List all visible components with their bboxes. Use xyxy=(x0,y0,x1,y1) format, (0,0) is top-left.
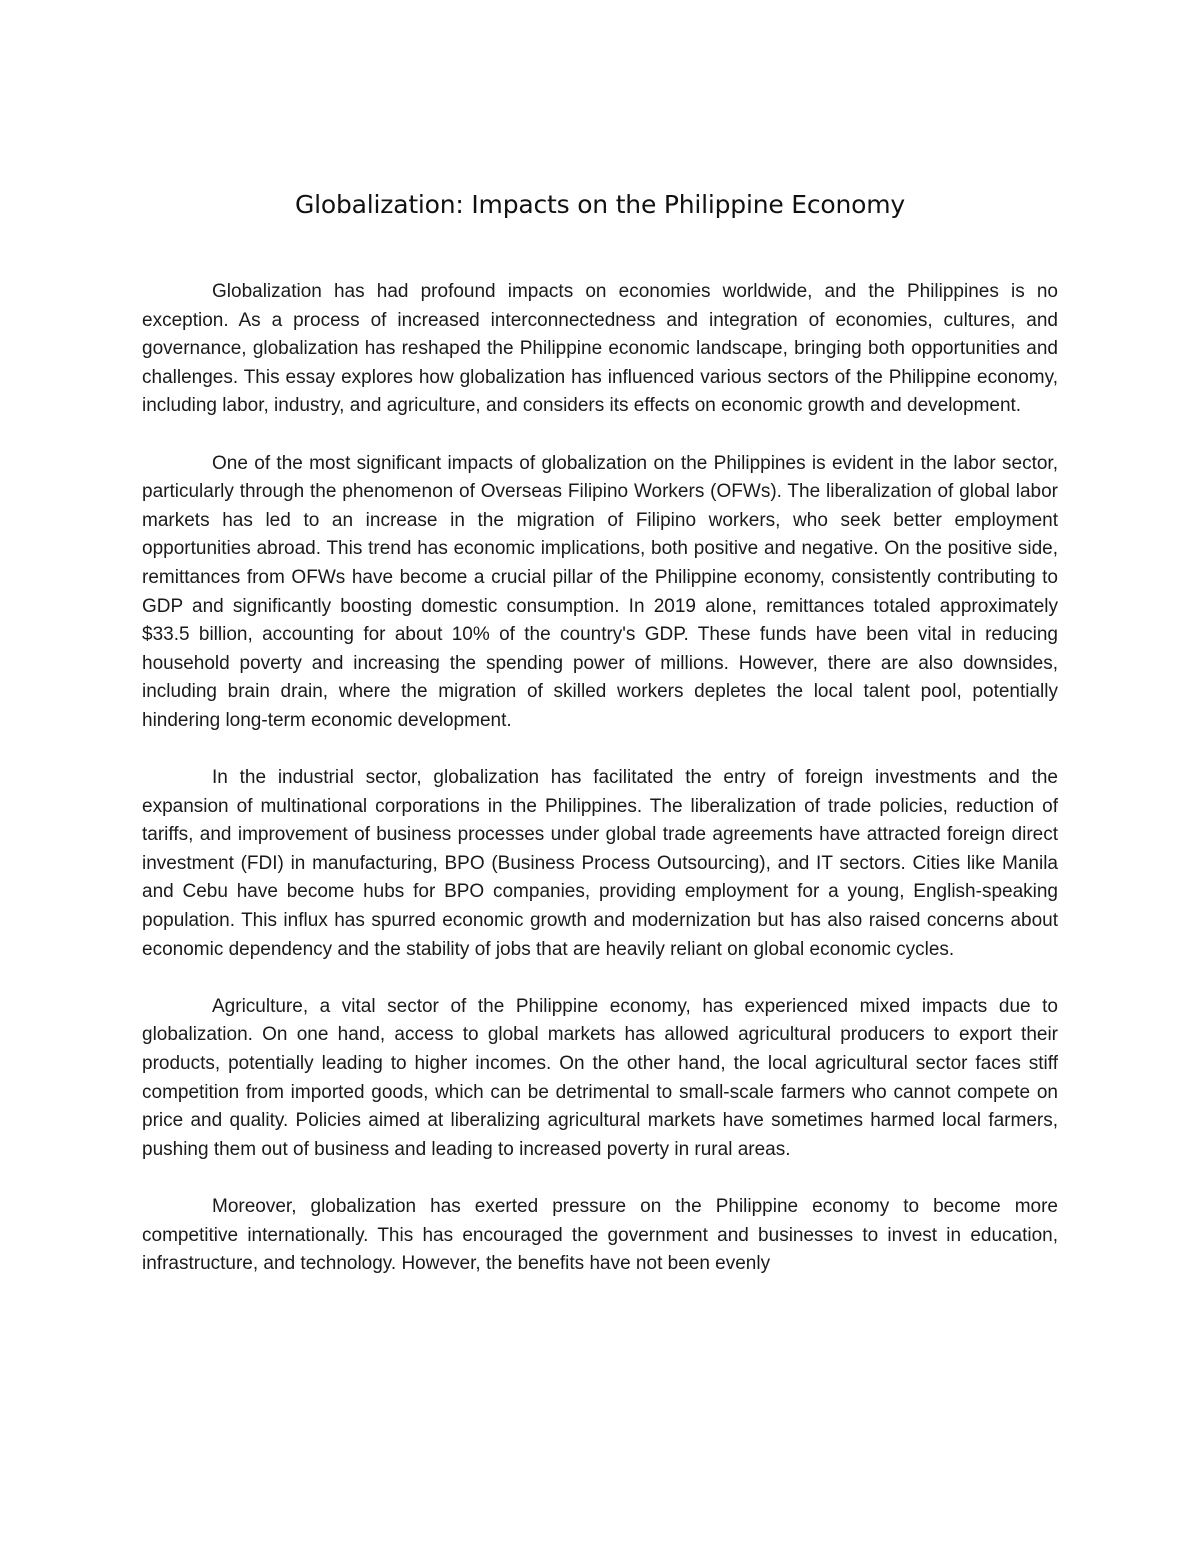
document-body xyxy=(142,278,1058,1307)
paragraph-introduction: Globalization has had profound impacts on economies worldwide, and the Philippines is no exception. As a process of increased interconnectedness and integration of economies, cultures, and governance, globalization has reshaped the Philippine economic landscape, bringing both opportunities and challenges. This essay explores how globalization has influenced various sectors of the Philippine economy, including labor, industry, and agriculture, and considers its effects on economic growth and development. xyxy=(142,281,1058,417)
paragraph-industrial-sector: In the industrial sector, globalization has facilitated the entry of foreign investments and the expansion of multinational corporations in the Philippines. The liberalization of trade policies, reduction of tariffs, and improvement of business processes under global trade agreements have attracted foreign direct investment (FDI) in manufacturing, BPO (Business Process Outsourcing), and IT sectors. Cities like Manila and Cebu have become hubs for BPO companies, providing employment for a young, English-speaking population. This influx has spurred economic growth and modernization but has also raised concerns about economic dependency and the stability of jobs that are heavily reliant on global economic cycles. xyxy=(142,767,1058,960)
document-title: Globalization: Impacts on the Philippine Economy xyxy=(294,190,906,219)
paragraph-labor-sector: One of the most significant impacts of globalization on the Philippines is evident in the labor sector, particularly through the phenomenon of Overseas Filipino Workers (OFWs). The liberalization of global labor markets has led to an increase in the migration of Filipino workers, who seek better employment opportunities abroad. This trend has economic implications, both positive and negative. On the positive side, remittances from OFWs have become a crucial pillar of the Philippine economy, consistently contributing to GDP and significantly boosting domestic consumption. In 2019 alone, remittances totaled approximately $33.5 billion, accounting for about 10% of the country's GDP. These funds have been vital in reducing household poverty and increasing the spending power of millions. However, there are also downsides, including brain drain, where the migration of skilled workers depletes the local talent pool, potentially hindering long-term economic development. xyxy=(142,452,1058,731)
paragraph-agriculture: Agriculture, a vital sector of the Philippine economy, has experienced mixed impacts due to globalization. On one hand, access to global markets has allowed agricultural producers to export their products, potentially leading to higher incomes. On the other hand, the local agricultural sector faces stiff competition from imported goods, which can be detrimental to small-scale farmers who cannot compete on price and quality. Policies aimed at liberalizing agricultural markets have sometimes harmed local farmers, pushing them out of business and leading to increased poverty in rural areas. xyxy=(142,995,1058,1160)
paragraph-competitiveness: Moreover, globalization has exerted pressure on the Philippine economy to become more competitive internationally. This has encouraged the government and businesses to invest in education, infrastructure, and technology. However, the benefits have not been evenly xyxy=(142,1196,1058,1275)
